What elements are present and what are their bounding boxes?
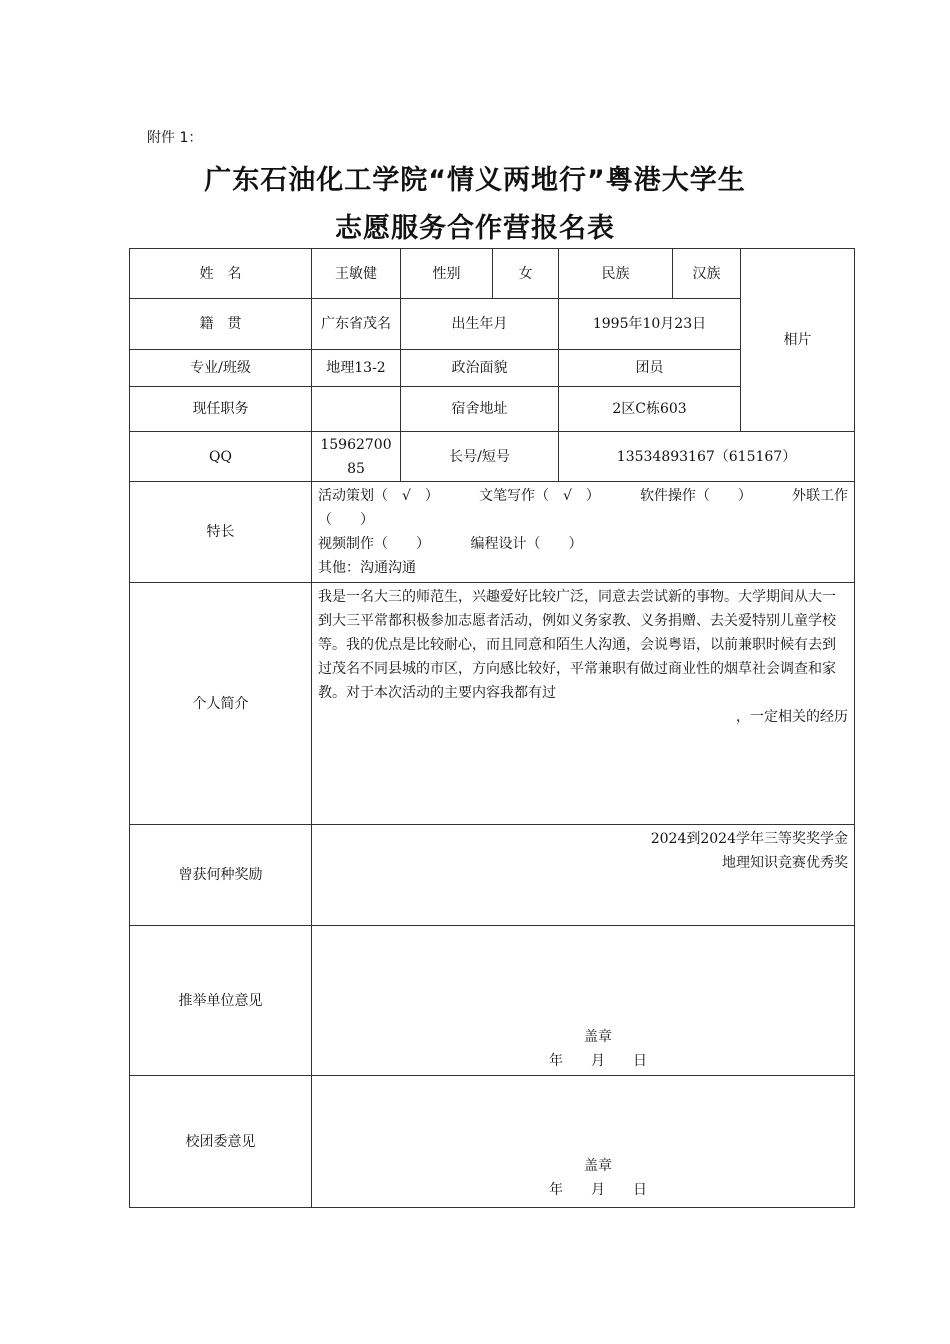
native-place-value[interactable]: 广东省茂名 [312,299,401,350]
qq-value[interactable]: 1596270085 [312,432,401,482]
skill-writing[interactable]: 文笔写作（ √ ） [478,488,600,504]
native-place-label: 籍 贯 [130,299,312,350]
intro-cell[interactable] [312,583,855,825]
major-class-label: 专业/班级 [130,350,312,387]
registration-form-table [129,248,855,1208]
league-cell[interactable] [312,1076,855,1208]
political-label: 政治面貌 [401,350,559,387]
birth-value[interactable]: 1995年10月23日 [559,299,741,350]
league-date: 年 月 日 [549,1182,647,1198]
league-label: 校团委意见 [130,1076,312,1208]
skills-other[interactable]: 其他：沟通沟通 [318,560,416,576]
qq-label: QQ [130,432,312,482]
skills-line2 [318,532,848,556]
dorm-value[interactable]: 2区C栋603 [559,387,741,432]
intro-last-line: ，一定相关的经历 [736,709,848,725]
skills-label: 特长 [130,482,312,583]
photo-box[interactable]: 相片 [741,249,855,432]
awards-cell[interactable] [312,825,855,926]
name-value[interactable]: 王敏健 [312,249,401,299]
political-value[interactable]: 团员 [559,350,741,387]
skill-video[interactable]: 视频制作（ ） [318,536,430,552]
phone-label: 长号/短号 [401,432,559,482]
attachment-label: 附件 1： [147,130,203,146]
skill-event-planning[interactable]: 活动策划（ √ ） [318,488,439,504]
position-value[interactable] [312,387,401,432]
skills-cell[interactable] [312,482,855,583]
form-title-line2: 志愿服务合作营报名表 [335,213,615,244]
major-class-value[interactable]: 地理13-2 [312,350,401,387]
intro-label: 个人简介 [130,583,312,825]
award-item-1: 2024到2024学年三等奖奖学金 [650,831,848,847]
recommend-cell[interactable] [312,926,855,1076]
skills-line1 [318,484,848,508]
gender-value[interactable]: 女 [493,249,559,299]
intro-text: 我是一名大三的师范生，兴趣爱好比较广泛，同意去尝试新的事物。大学期间从大一到大三平常都积极参加志愿者活动，例如义务家教、义务捐赠、去关爱特别儿童学校等。我的优点是比较耐心，而且同意和陌生人沟通，会说粤语，以前兼职时候有去到过茂名不同县城的市区，方向感比较好，平常兼职有做过商业性的烟草社会调查和家教。对于本次活动的主要内容我都有过 [318,589,836,701]
award-item-2: 地理知识竞赛优秀奖 [722,855,848,871]
recommend-seal: 盖章 [584,1029,612,1045]
name-label: 姓 名 [130,249,312,299]
phone-value[interactable]: 13534893167（615167） [559,432,855,482]
ethnicity-label: 民族 [559,249,673,299]
dorm-label: 宿舍地址 [401,387,559,432]
awards-label: 曾获何种奖励 [130,825,312,926]
form-title-line1: 广东石油化工学院“情义两地行”粤港大学生 [204,165,746,196]
birth-label: 出生年月 [401,299,559,350]
skill-programming[interactable]: 编程设计（ ） [470,536,583,552]
skill-software[interactable]: 软件操作（ ） [639,488,752,504]
recommend-label: 推举单位意见 [130,926,312,1076]
gender-label: 性别 [401,249,493,299]
skills-line1-cont: （ ） [318,512,374,528]
skill-external-relations[interactable]: 外联工作 [791,488,848,504]
recommend-date: 年 月 日 [549,1053,647,1069]
position-label: 现任职务 [130,387,312,432]
league-seal: 盖章 [584,1158,612,1174]
ethnicity-value[interactable]: 汉族 [673,249,741,299]
